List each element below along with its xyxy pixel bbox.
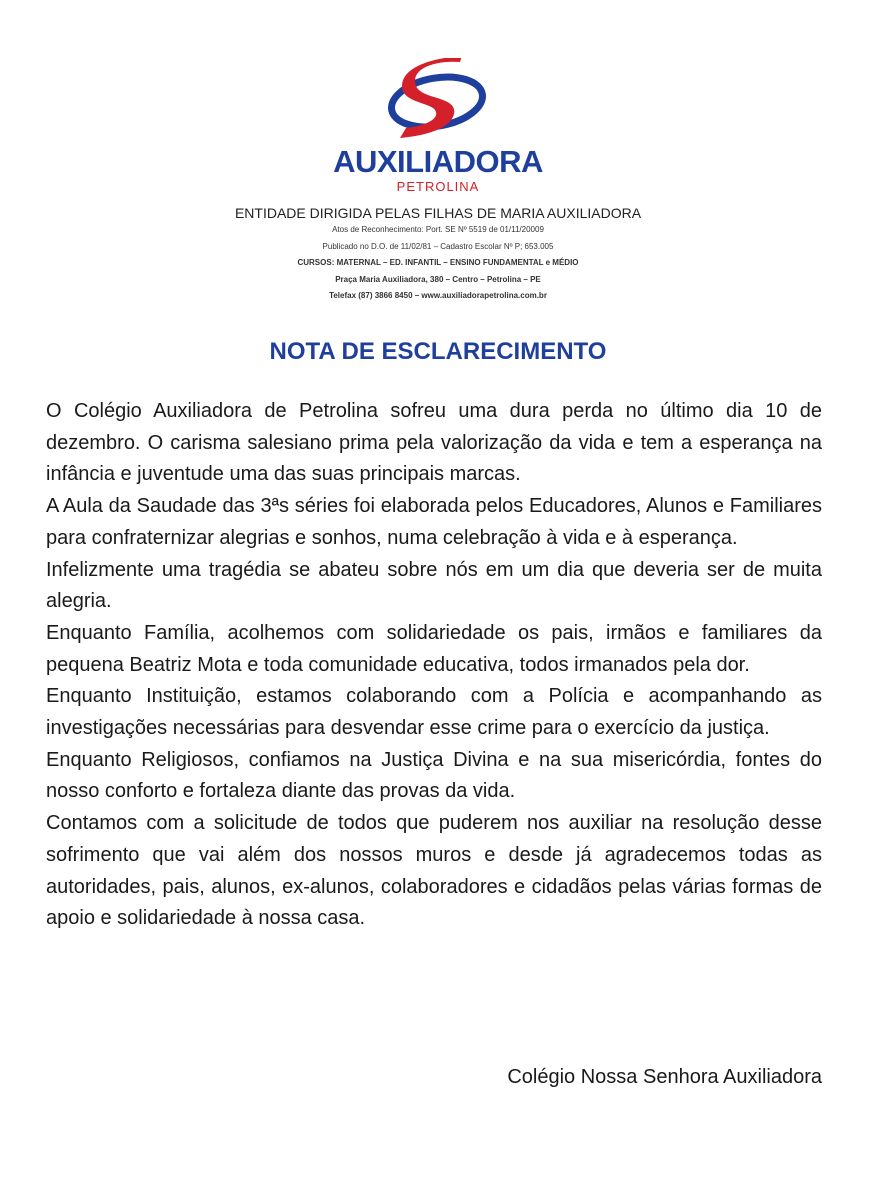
signature: Colégio Nossa Senhora Auxiliadora: [507, 1066, 822, 1088]
entity-line: ENTIDADE DIRIGIDA PELAS FILHAS DE MARIA AUXILIADORA: [234, 205, 642, 221]
document-body: [46, 396, 822, 935]
paragraph: Enquanto Religiosos, confiamos na Justiça Divina e na sua misericórdia, fontes do nosso conforto e fortaleza diante das provas da vida.: [46, 748, 822, 803]
contact-line: Telefax (87) 3866 8450 – www.auxiliadorapetrolina.com.br: [329, 291, 547, 300]
paragraph: A Aula da Saudade das 3ªs séries foi elaborada pelos Educadores, Alunos e Familiares para confraternizar alegrias e sonhos, numa celebração à vida e à esperança.: [46, 495, 822, 549]
paragraph: Contamos com a solicitude de todos que puderem nos auxiliar na resolução desse sofrimento que vai além dos nossos muros e desde já agradecemos todas as autoridades, pais, alunos, ex-alunos, colaboradores e cidadãos pelas várias formas de apoio e solidariedade à nossa casa.: [46, 812, 822, 930]
brand-name: AUXILIADORA: [333, 144, 543, 179]
letterhead-info: [0, 204, 876, 305]
recognition-acts: Atos de Reconhecimento: Port. SE Nº 5519 de 01/11/20009: [332, 225, 544, 234]
courses-line: CURSOS: MATERNAL – ED. INFANTIL – ENSINO FUNDAMENTAL e MÉDIO: [297, 258, 579, 267]
publication-info: Publicado no D.O. de 11/02/81 – Cadastro Escolar Nº P; 653.005: [322, 241, 554, 251]
address-line: Praça Maria Auxiliadora, 380 – Centro – Petrolina – PE: [335, 274, 541, 284]
paragraph: Enquanto Família, acolhemos com solidariedade os pais, irmãos e familiares da pequena Beatriz Mota e toda comunidade educativa, todos irmanados pela dor.: [46, 621, 822, 676]
paragraph: Enquanto Instituição, estamos colaborando com a Polícia e acompanhando as investigações necessárias para desvendar esse crime para o exercício da justiça.: [46, 685, 822, 740]
school-logo: [0, 56, 876, 196]
brand-city: PETROLINA: [396, 179, 480, 194]
auxiliadora-s-logo-icon: [382, 58, 492, 146]
paragraph: O Colégio Auxiliadora de Petrolina sofreu uma dura perda no último dia 10 de dezembro. O carisma salesiano prima pela valorização da vida e tem a esperança na infância e juventude uma das suas principais marcas.: [46, 400, 822, 486]
document-title: NOTA DE ESCLARECIMENTO: [269, 338, 607, 365]
paragraph: Infelizmente uma tragédia se abateu sobre nós em um dia que deveria ser de muita alegria.: [46, 558, 822, 613]
